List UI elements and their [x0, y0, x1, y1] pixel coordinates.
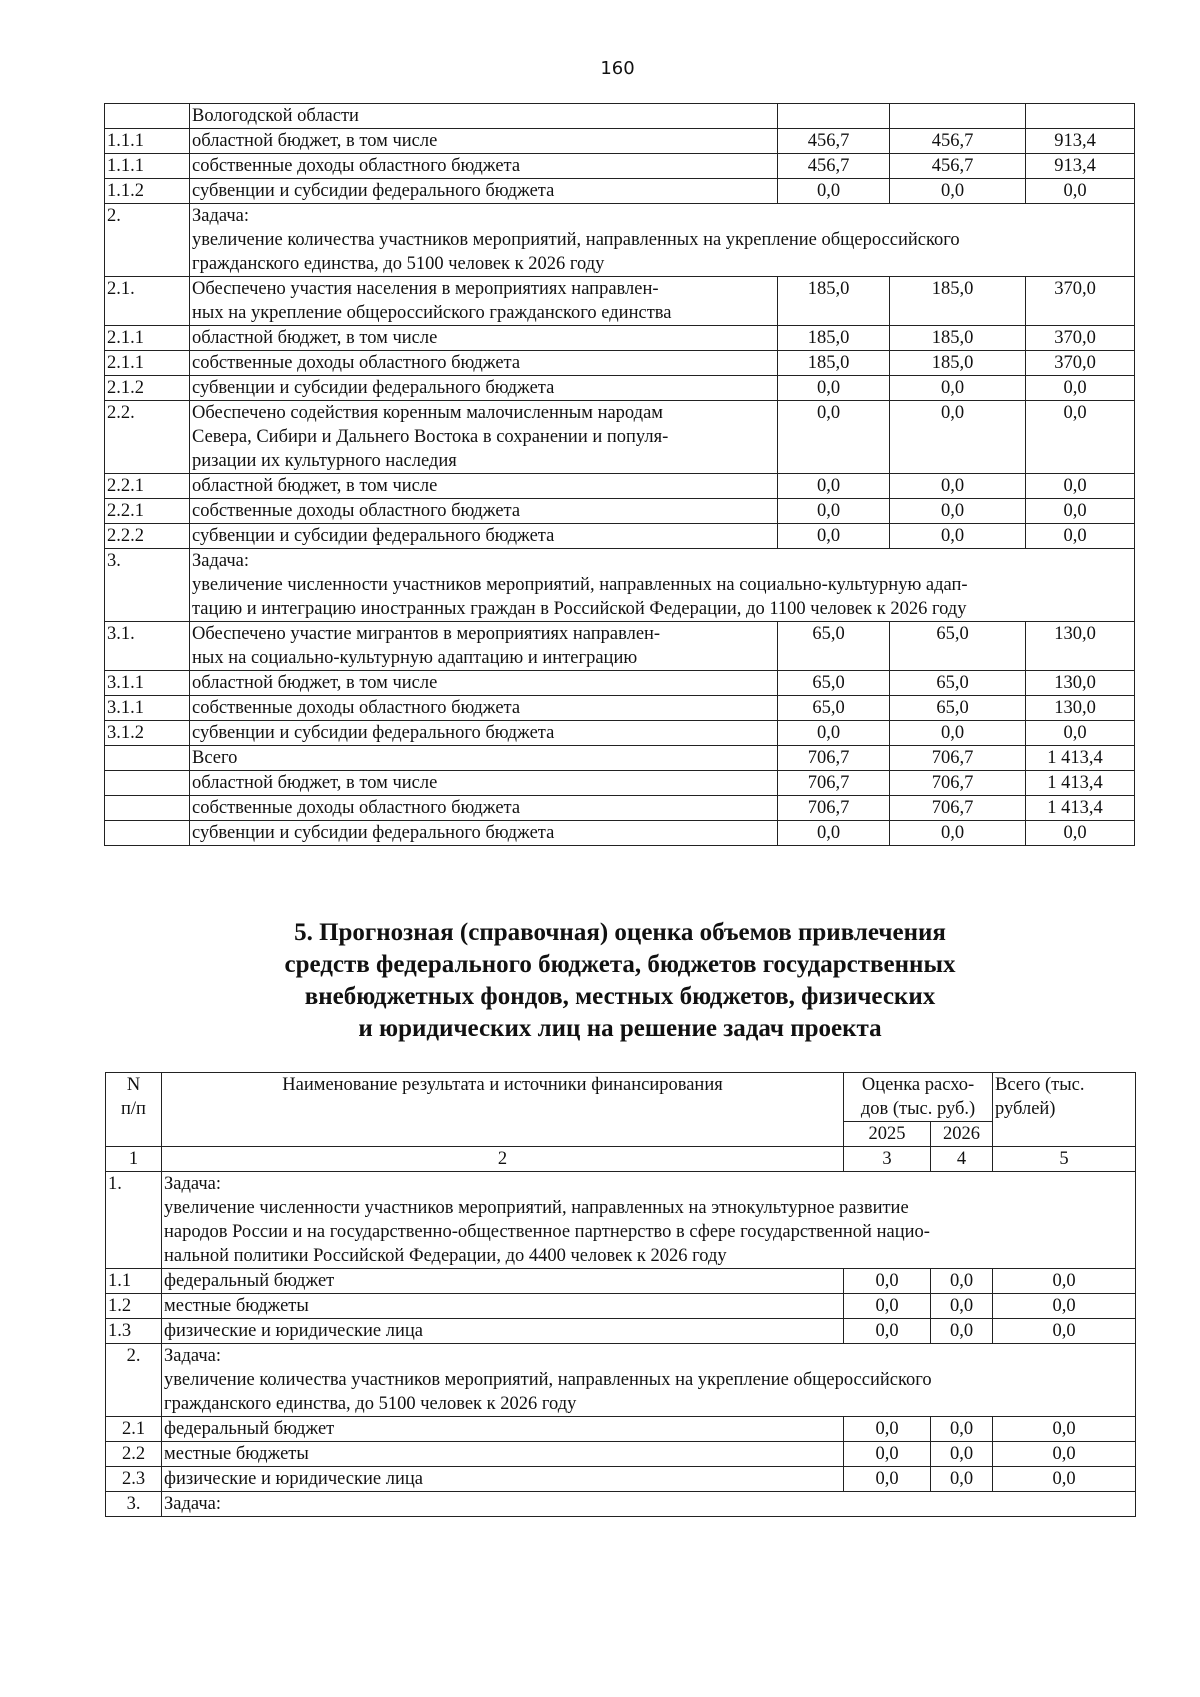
row-code: 1.1.2: [105, 179, 190, 204]
value-2026: 706,7: [890, 746, 1026, 771]
table-row: [105, 474, 1135, 499]
row-name-line: увеличение количества участников мероприятий, направленных на укрепление общероссийского: [164, 1370, 932, 1390]
value-2025: 456,7: [778, 129, 890, 154]
row-name-line: собственные доходы областного бюджета: [192, 501, 521, 521]
value-2026: 0,0: [890, 376, 1026, 401]
table-row: [105, 376, 1135, 401]
value-2025: 0,0: [844, 1294, 931, 1319]
value-2025: 706,7: [778, 796, 890, 821]
value-2026: 0,0: [931, 1294, 993, 1319]
row-name: [190, 796, 778, 821]
row-code: 2.2.: [105, 401, 190, 474]
value-2026: 456,7: [890, 154, 1026, 179]
value-total: 130,0: [1026, 696, 1135, 721]
table-row: [106, 1319, 1136, 1344]
row-code: [105, 771, 190, 796]
task-description: [162, 1344, 1136, 1417]
value-total: 0,0: [993, 1442, 1136, 1467]
row-name-line: Обеспечено участия населения в мероприятиях направлен-: [192, 279, 659, 299]
section-title-line: внебюджетных фондов, местных бюджетов, физических: [304, 983, 936, 1010]
value-2025: 0,0: [778, 179, 890, 204]
row-name: [190, 154, 778, 179]
value-2025: 0,0: [778, 721, 890, 746]
column-number: 2: [162, 1147, 844, 1172]
row-code: 2.2.2: [105, 524, 190, 549]
header-total-line: Всего (тыс.: [995, 1075, 1085, 1095]
row-name-line: Задача:: [164, 1494, 222, 1514]
row-name: [190, 376, 778, 401]
value-total: 0,0: [1026, 524, 1135, 549]
table-row: [105, 351, 1135, 376]
row-name-line: Задача:: [192, 206, 250, 226]
row-code: 3.1.: [105, 622, 190, 671]
row-name: [162, 1269, 844, 1294]
row-name-line: Севера, Сибири и Дальнего Востока в сохранении и популя-: [192, 427, 669, 447]
value-2026: 0,0: [890, 524, 1026, 549]
table-row: [106, 1442, 1136, 1467]
row-name-line: местные бюджеты: [164, 1444, 309, 1464]
row-name-line: собственные доходы областного бюджета: [192, 798, 521, 818]
table-row: [105, 746, 1135, 771]
table-row: [105, 179, 1135, 204]
row-name: [190, 277, 778, 326]
row-name: [190, 746, 778, 771]
section-heading: [120, 917, 1120, 1045]
row-name-line: собственные доходы областного бюджета: [192, 156, 521, 176]
value-2026: 0,0: [931, 1269, 993, 1294]
value-total: 0,0: [993, 1417, 1136, 1442]
table-row: [105, 401, 1135, 474]
row-name-line: областной бюджет, в том числе: [192, 328, 438, 348]
row-name-line: Задача:: [164, 1346, 222, 1366]
value-2025: 0,0: [844, 1269, 931, 1294]
row-code: 3.: [106, 1492, 162, 1517]
value-total: 370,0: [1026, 277, 1135, 326]
value-2025: 706,7: [778, 771, 890, 796]
value-2025: 185,0: [778, 326, 890, 351]
row-name-line: гражданского единства, до 5100 человек к 2026 году: [192, 254, 605, 274]
row-code: 2.1: [106, 1417, 162, 1442]
table-row: [105, 129, 1135, 154]
row-name-line: субвенции и субсидии федерального бюджета: [192, 526, 555, 546]
row-name-line: Вологодской области: [192, 106, 359, 126]
value-2025: 706,7: [778, 746, 890, 771]
row-name-line: областной бюджет, в том числе: [192, 773, 438, 793]
task-row: [106, 1344, 1136, 1417]
value-2026: 65,0: [890, 671, 1026, 696]
value-2025: 185,0: [778, 277, 890, 326]
row-code: 3.1.1: [105, 696, 190, 721]
row-name-line: Обеспечено участие мигрантов в мероприятиях направлен-: [192, 624, 661, 644]
row-name: [190, 771, 778, 796]
row-name-line: областной бюджет, в том числе: [192, 131, 438, 151]
row-name: [190, 671, 778, 696]
table-row: [105, 796, 1135, 821]
value-2025: 0,0: [778, 499, 890, 524]
row-code: 2.: [106, 1344, 162, 1417]
value-2026: 0,0: [890, 179, 1026, 204]
row-code: [105, 796, 190, 821]
row-name-line: увеличение количества участников мероприятий, направленных на укрепление общероссийского: [192, 230, 960, 250]
value-2026: 185,0: [890, 277, 1026, 326]
row-code: 3.: [105, 549, 190, 622]
row-name: [190, 474, 778, 499]
value-total: 1 413,4: [1026, 796, 1135, 821]
value-2025: 0,0: [844, 1417, 931, 1442]
value-2025: 185,0: [778, 351, 890, 376]
row-name-line: тацию и интеграцию иностранных граждан в Российской Федерации, до 1100 человек к 2026 году: [192, 599, 967, 619]
forecast-table: [105, 1072, 1136, 1517]
value-total: [1026, 104, 1135, 129]
value-2026: 0,0: [931, 1417, 993, 1442]
value-2026: 0,0: [890, 474, 1026, 499]
row-name-line: областной бюджет, в том числе: [192, 476, 438, 496]
task-row: [106, 1492, 1136, 1517]
column-number: 1: [106, 1147, 162, 1172]
value-2026: 0,0: [931, 1467, 993, 1492]
row-name: [190, 696, 778, 721]
row-name: [190, 401, 778, 474]
value-total: 130,0: [1026, 622, 1135, 671]
row-name-line: Обеспечено содействия коренным малочисленным народам: [192, 403, 663, 423]
row-name: [162, 1319, 844, 1344]
row-code: 1.1: [106, 1269, 162, 1294]
row-code: 2.1.1: [105, 326, 190, 351]
table-row: [105, 326, 1135, 351]
table-row: [106, 1417, 1136, 1442]
row-name: [190, 821, 778, 846]
table-row: [105, 524, 1135, 549]
row-code: 1.: [106, 1172, 162, 1269]
table-row: [106, 1269, 1136, 1294]
financing-table: [104, 103, 1135, 846]
value-total: 130,0: [1026, 671, 1135, 696]
row-code: [105, 104, 190, 129]
value-2025: 0,0: [778, 821, 890, 846]
header-estimate-line: дов (тыс. руб.): [860, 1099, 976, 1119]
value-2025: 0,0: [778, 524, 890, 549]
task-description: [190, 549, 1135, 622]
row-name-line: Всего: [192, 748, 238, 768]
value-2026: 185,0: [890, 326, 1026, 351]
row-name-line: местные бюджеты: [164, 1296, 309, 1316]
value-2026: 706,7: [890, 771, 1026, 796]
value-total: 0,0: [1026, 499, 1135, 524]
row-name-line: областной бюджет, в том числе: [192, 673, 438, 693]
value-2026: 0,0: [890, 401, 1026, 474]
row-code: 2.3: [106, 1467, 162, 1492]
row-code: 3.1.2: [105, 721, 190, 746]
value-total: 0,0: [1026, 721, 1135, 746]
column-number: 5: [993, 1147, 1136, 1172]
value-2026: 185,0: [890, 351, 1026, 376]
table-row: [105, 499, 1135, 524]
row-name: [190, 326, 778, 351]
row-name-line: ных на укрепление общероссийского гражданского единства: [192, 303, 672, 323]
value-2026: 65,0: [890, 696, 1026, 721]
row-code: 3.1.1: [105, 671, 190, 696]
table-row: [105, 696, 1135, 721]
row-code: 2.2.1: [105, 499, 190, 524]
row-code: 2.2.1: [105, 474, 190, 499]
header-num: [106, 1073, 162, 1147]
section-title-line: и юридических лиц на решение задач проекта: [358, 1015, 882, 1042]
value-total: 0,0: [993, 1269, 1136, 1294]
value-total: 0,0: [1026, 821, 1135, 846]
value-2026: [890, 104, 1026, 129]
value-2026: 0,0: [890, 821, 1026, 846]
value-2025: 65,0: [778, 622, 890, 671]
section-title-line: средств федерального бюджета, бюджетов государственных: [284, 951, 956, 978]
row-name: [190, 104, 778, 129]
value-total: 370,0: [1026, 351, 1135, 376]
header-name: Наименование результата и источники финансирования: [162, 1073, 844, 1147]
value-total: 1 413,4: [1026, 746, 1135, 771]
row-name-line: физические и юридические лица: [164, 1321, 423, 1341]
header-num-line: п/п: [121, 1099, 146, 1119]
row-code: 1.1.1: [105, 154, 190, 179]
value-total: 0,0: [1026, 376, 1135, 401]
table-row: [105, 104, 1135, 129]
column-number: 3: [844, 1147, 931, 1172]
row-name-line: субвенции и субсидии федерального бюджета: [192, 181, 555, 201]
value-total: 0,0: [1026, 401, 1135, 474]
header-year-2026: 2026: [931, 1122, 993, 1147]
column-numbers-row: [106, 1147, 1136, 1172]
value-total: 913,4: [1026, 154, 1135, 179]
value-total: 0,0: [1026, 179, 1135, 204]
value-total: 1 413,4: [1026, 771, 1135, 796]
row-name-line: субвенции и субсидии федерального бюджета: [192, 823, 555, 843]
header-estimate: [844, 1073, 993, 1122]
value-2026: 456,7: [890, 129, 1026, 154]
table-row: [105, 671, 1135, 696]
row-code: 2.2: [106, 1442, 162, 1467]
value-total: 0,0: [993, 1467, 1136, 1492]
section-title-line: 5. Прогнозная (справочная) оценка объемов привлечения: [294, 919, 946, 946]
column-number: 4: [931, 1147, 993, 1172]
table-row: [105, 622, 1135, 671]
value-2025: 0,0: [778, 401, 890, 474]
table-row: [105, 154, 1135, 179]
row-name-line: гражданского единства, до 5100 человек к 2026 году: [164, 1394, 577, 1414]
value-2025: 456,7: [778, 154, 890, 179]
row-code: 1.1.1: [105, 129, 190, 154]
table-row: [105, 721, 1135, 746]
row-name-line: увеличение численности участников мероприятий, направленных на этнокультурное развитие: [164, 1198, 909, 1218]
page-number: 160: [600, 58, 635, 79]
value-total: 0,0: [993, 1294, 1136, 1319]
row-name-line: федеральный бюджет: [164, 1271, 335, 1291]
row-name: [190, 129, 778, 154]
table-row: [105, 771, 1135, 796]
value-2026: 706,7: [890, 796, 1026, 821]
table-row: [106, 1294, 1136, 1319]
row-code: 1.2: [106, 1294, 162, 1319]
row-name: [162, 1467, 844, 1492]
row-name-line: собственные доходы областного бюджета: [192, 353, 521, 373]
task-row: [105, 204, 1135, 277]
table-row: [106, 1467, 1136, 1492]
row-name-line: субвенции и субсидии федерального бюджета: [192, 723, 555, 743]
row-name: [162, 1294, 844, 1319]
row-code: 2.1.: [105, 277, 190, 326]
task-description: [190, 204, 1135, 277]
value-2025: 0,0: [844, 1467, 931, 1492]
value-total: 0,0: [993, 1319, 1136, 1344]
value-2026: 0,0: [931, 1442, 993, 1467]
row-name-line: увеличение численности участников мероприятий, направленных на социально-культурную адап-: [192, 575, 968, 595]
row-name: [190, 179, 778, 204]
row-name: [190, 351, 778, 376]
row-name-line: федеральный бюджет: [164, 1419, 335, 1439]
value-2025: 0,0: [778, 376, 890, 401]
table-header-row: [106, 1073, 1136, 1122]
value-2025: 0,0: [844, 1442, 931, 1467]
row-name: [190, 499, 778, 524]
value-2026: 0,0: [890, 499, 1026, 524]
row-name-line: собственные доходы областного бюджета: [192, 698, 521, 718]
table-row: [105, 277, 1135, 326]
row-code: [105, 746, 190, 771]
row-code: 1.3: [106, 1319, 162, 1344]
header-estimate-line: Оценка расхо-: [861, 1075, 975, 1095]
value-2026: 0,0: [890, 721, 1026, 746]
value-2025: [778, 104, 890, 129]
value-2026: 0,0: [931, 1319, 993, 1344]
value-2026: 65,0: [890, 622, 1026, 671]
row-name-line: физические и юридические лица: [164, 1469, 423, 1489]
value-total: 913,4: [1026, 129, 1135, 154]
row-name: [162, 1442, 844, 1467]
row-name-line: ных на социально-культурную адаптацию и интеграцию: [192, 648, 638, 668]
header-year-2025: 2025: [844, 1122, 931, 1147]
row-code: 2.1.1: [105, 351, 190, 376]
row-code: 2.1.2: [105, 376, 190, 401]
row-code: 2.: [105, 204, 190, 277]
row-name: [162, 1417, 844, 1442]
value-2025: 65,0: [778, 696, 890, 721]
value-2025: 0,0: [844, 1319, 931, 1344]
row-name: [190, 721, 778, 746]
value-2025: 65,0: [778, 671, 890, 696]
task-description: [162, 1492, 1136, 1517]
task-row: [106, 1172, 1136, 1269]
row-name-line: субвенции и субсидии федерального бюджета: [192, 378, 555, 398]
value-2025: 0,0: [778, 474, 890, 499]
value-total: 370,0: [1026, 326, 1135, 351]
header-num-line: N: [126, 1075, 141, 1095]
task-row: [105, 549, 1135, 622]
row-name-line: Задача:: [192, 551, 250, 571]
row-name: [190, 622, 778, 671]
row-name-line: Задача:: [164, 1174, 222, 1194]
table-row: [105, 821, 1135, 846]
header-total: [993, 1073, 1136, 1147]
task-description: [162, 1172, 1136, 1269]
value-total: 0,0: [1026, 474, 1135, 499]
row-name: [190, 524, 778, 549]
row-name-line: нальной политики Российской Федерации, до 4400 человек к 2026 году: [164, 1246, 727, 1266]
row-code: [105, 821, 190, 846]
row-name-line: ризации их культурного наследия: [192, 451, 457, 471]
row-name-line: народов России и на государственно-общественное партнерство в сфере государственной нацио-: [164, 1222, 930, 1242]
header-total-line: рублей): [995, 1099, 1056, 1119]
